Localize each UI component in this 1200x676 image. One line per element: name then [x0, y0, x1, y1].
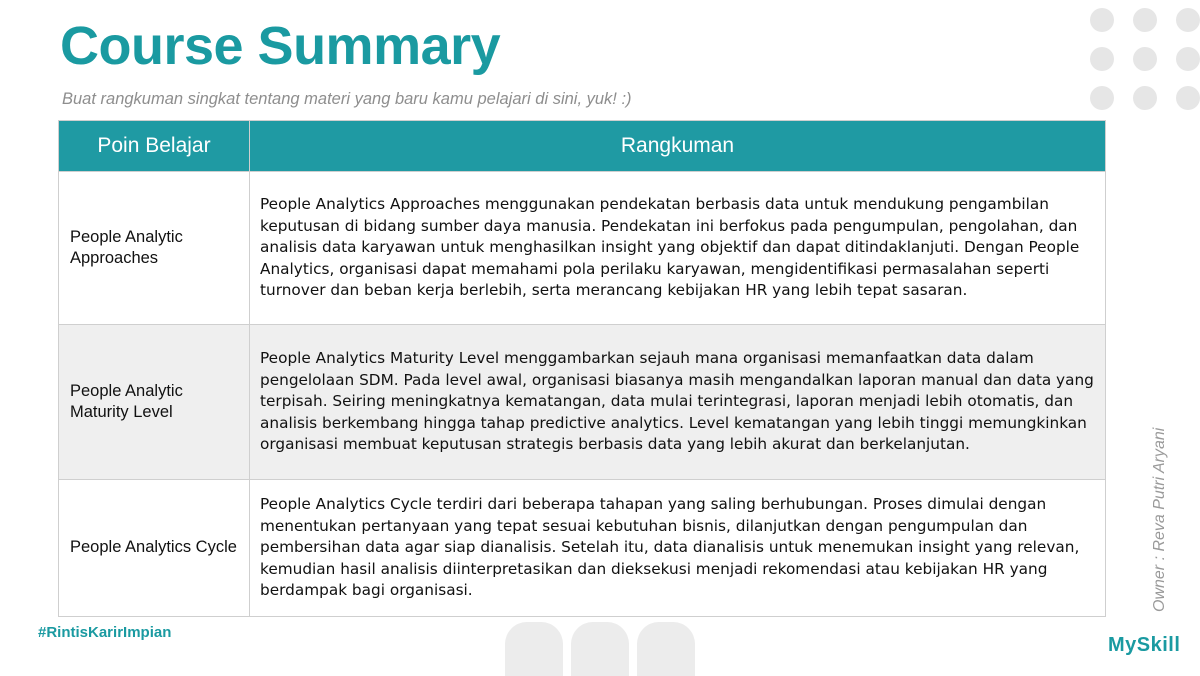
page-title: Course Summary: [60, 16, 501, 76]
table-header-row: [59, 121, 1106, 172]
table-row: [59, 172, 1106, 325]
brand-logo: MySkill: [1108, 634, 1181, 656]
poin-cell: People Analytic Maturity Level: [59, 325, 250, 480]
poin-cell: People Analytic Approaches: [59, 172, 250, 325]
decorative-arches: [505, 622, 695, 676]
rangkuman-cell: People Analytics Approaches menggunakan pendekatan berbasis data untuk mendukung pengambilan keputusan di bidang sumber daya manusia. Pendekatan ini berfokus pada pengumpulan, pengolahan, dan analisis data karyawan untuk menghasilkan insight yang objektif dan dapat ditindaklanjuti. Dengan People Analytics, organisasi dapat memahami pola perilaku karyawan, mengidentifikasi permasalahan seperti turnover dan beban kerja berlebih, serta merancang kebijakan HR yang lebih tepat sasaran.: [250, 172, 1106, 325]
rangkuman-cell: People Analytics Cycle terdiri dari beberapa tahapan yang saling berhubungan. Proses dimulai dengan menentukan pertanyaan yang tepat sesuai kebutuhan bisnis, dilanjutkan dengan pengumpulan dan pembersihan data agar siap dianalisis. Setelah itu, data dianalisis untuk menemukan insight yang relevan, kemudian hasil analisis diinterpretasikan dan dieksekusi menjadi rekomendasi atau kebijakan HR yang berdampak bagi organisasi.: [250, 480, 1106, 617]
rangkuman-cell: People Analytics Maturity Level menggambarkan sejauh mana organisasi memanfaatkan data dalam pengelolaan SDM. Pada level awal, organisasi biasanya masih mengandalkan laporan manual dan data yang terpisah. Seiring meningkatnya kematangan, data mulai terintegrasi, laporan menjadi lebih otomatis, dan analisis berkembang hingga tahap predictive analytics. Level kematangan yang lebih tinggi memungkinkan organisasi membuat keputusan strategis berbasis data yang lebih akurat dan berkelanjutan.: [250, 325, 1106, 480]
decorative-dots: [1090, 8, 1200, 118]
page-subtitle: Buat rangkuman singkat tentang materi yang baru kamu pelajari di sini, yuk! :): [62, 90, 632, 108]
hashtag-label: #RintisKarirImpian: [38, 624, 172, 641]
table-row: [59, 480, 1106, 617]
column-header-poin: Poin Belajar: [59, 121, 250, 172]
owner-label: Owner : Reva Putri Aryani: [1151, 427, 1168, 612]
summary-table: [58, 120, 1106, 617]
column-header-rangkuman: Rangkuman: [250, 121, 1106, 172]
table-row: [59, 325, 1106, 480]
poin-cell: People Analytics Cycle: [59, 480, 250, 617]
